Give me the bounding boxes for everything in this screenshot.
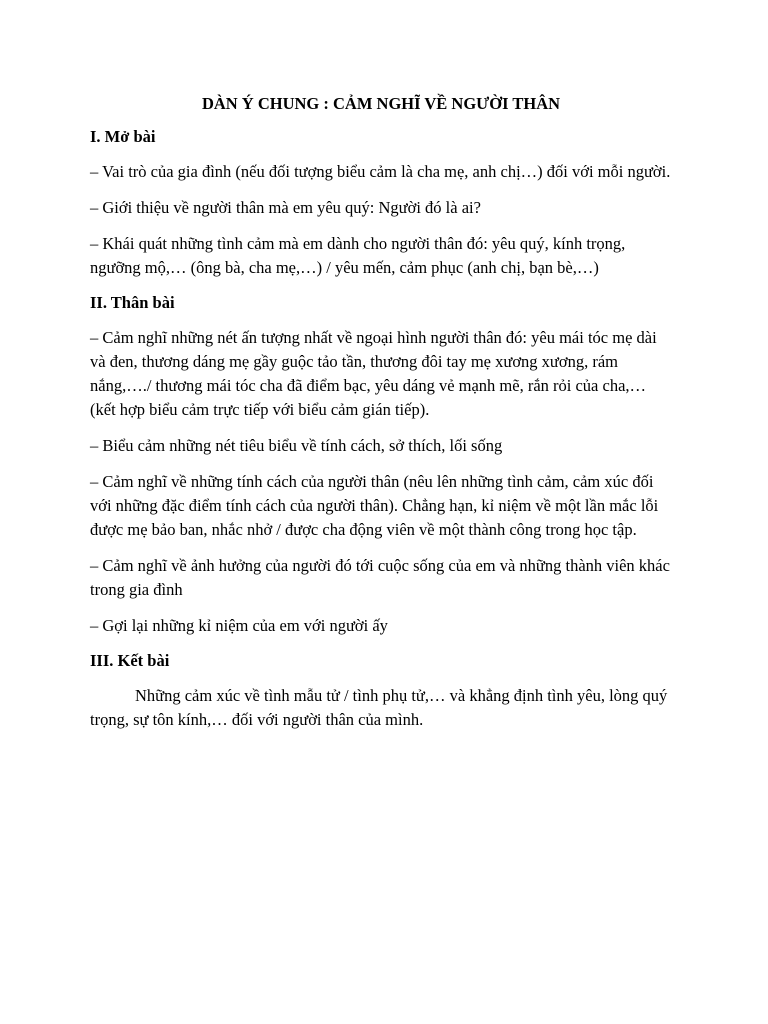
section-body (90, 292, 672, 638)
intro-paragraph-3: – Khái quát những tình cảm mà em dành cho người thân đó: yêu quý, kính trọng, ngưỡng mộ,… (ông bà, cha mẹ,…) / yêu mến, cảm phục (anh chị, bạn bè,…) (90, 234, 626, 277)
section-heading-conclusion: III. Kết bài (90, 651, 170, 670)
intro-paragraph-2: – Giới thiệu về người thân mà em yêu quý: Người đó là ai? (90, 198, 481, 217)
body-paragraph-4: – Cảm nghĩ về ảnh hưởng của người đó tới cuộc sống của em và những thành viên khác trong gia đình (90, 556, 670, 599)
section-conclusion (90, 650, 672, 732)
section-heading-intro: I. Mở bài (90, 127, 156, 146)
intro-paragraph-1: – Vai trò của gia đình (nếu đối tượng biểu cảm là cha mẹ, anh chị…) đối với mỗi người. (90, 162, 671, 181)
document-title: DÀN Ý CHUNG : CẢM NGHĨ VỀ NGƯỜI THÂN (201, 94, 561, 113)
body-paragraph-2: – Biểu cảm những nét tiêu biểu về tính cách, sở thích, lối sống (90, 436, 503, 455)
body-paragraph-1: – Cảm nghĩ những nét ấn tượng nhất về ngoại hình người thân đó: yêu mái tóc mẹ dài và đen, thương dáng mẹ gầy guộc tảo tần, thương đôi tay mẹ xương xương, rám nắng,…./ thương mái tóc cha đã điểm bạc, yêu dáng vẻ mạnh mẽ, rắn rỏi của cha,… (kết hợp biểu cảm trực tiếp với biểu cảm gián tiếp). (90, 328, 657, 419)
body-paragraph-3: – Cảm nghĩ về những tính cách của người thân (nêu lên những tình cảm, cảm xúc đối với những đặc điểm tính cách của người thân). Chẳng hạn, kỉ niệm về một lần mắc lỗi được mẹ bảo ban, nhắc nhở / được cha động viên về một thành công trong học tập. (90, 472, 659, 539)
section-intro (90, 126, 672, 280)
conclusion-paragraph-1: Những cảm xúc về tình mẫu tử / tình phụ tử,… và khẳng định tình yêu, lòng quý trọng, sự tôn kính,… đối với người thân của mình. (90, 686, 668, 729)
section-heading-body: II. Thân bài (90, 293, 175, 312)
body-paragraph-5: – Gợi lại những kỉ niệm của em với người ấy (90, 616, 388, 635)
